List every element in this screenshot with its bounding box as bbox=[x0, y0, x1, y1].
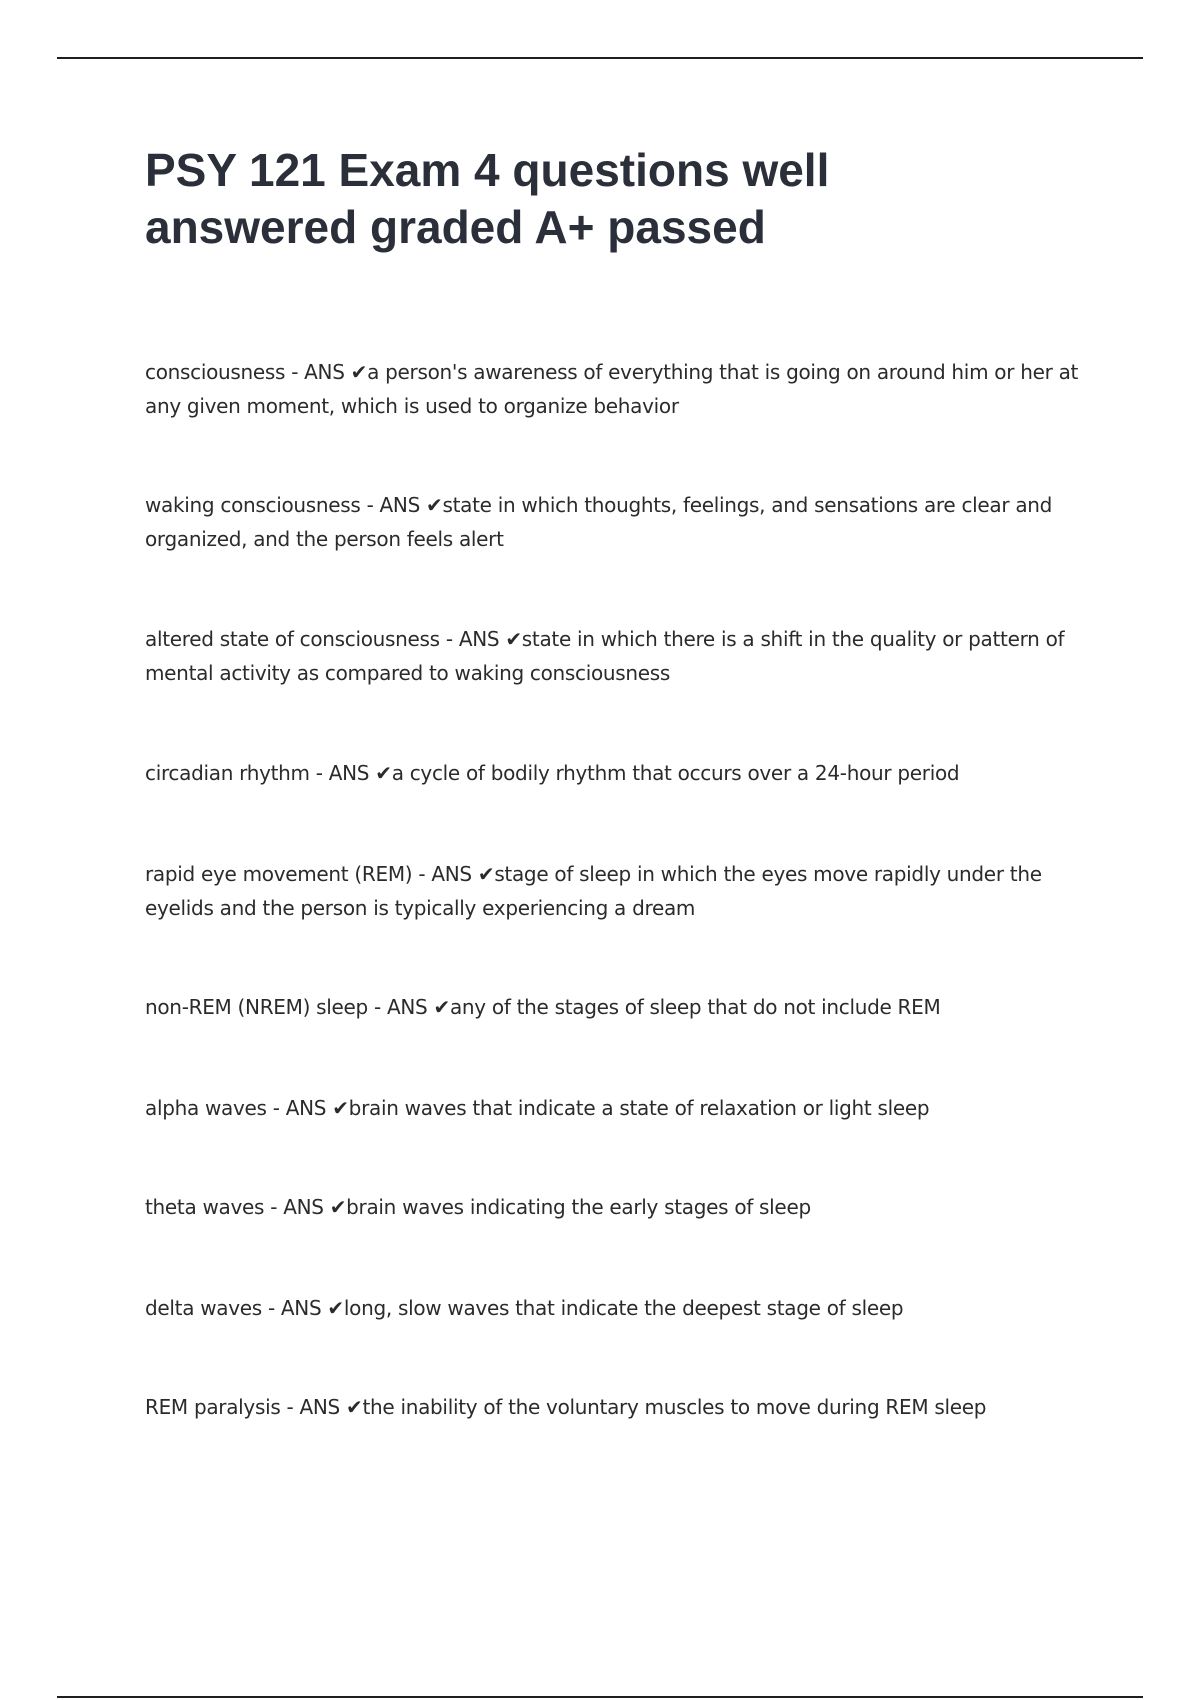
qa-item bbox=[145, 1190, 1085, 1224]
qa-term: rapid eye movement (REM) bbox=[145, 862, 413, 886]
checkmark-icon: ✔ bbox=[505, 627, 522, 651]
qa-answer: brain waves that indicate a state of relaxation or light sleep bbox=[348, 1096, 930, 1120]
checkmark-icon: ✔ bbox=[329, 1195, 347, 1219]
qa-separator: - ANS bbox=[285, 360, 351, 384]
qa-term: altered state of consciousness bbox=[145, 627, 440, 651]
qa-item bbox=[145, 1091, 1085, 1125]
checkmark-icon: ✔ bbox=[426, 493, 443, 517]
qa-term: theta waves bbox=[145, 1195, 265, 1219]
qa-answer: long, slow waves that indicate the deepest stage of sleep bbox=[343, 1296, 904, 1320]
checkmark-icon: ✔ bbox=[332, 1096, 349, 1120]
checkmark-icon: ✔ bbox=[346, 1395, 363, 1419]
qa-item bbox=[145, 355, 1085, 423]
qa-term: REM paralysis bbox=[145, 1395, 281, 1419]
qa-separator: - ANS bbox=[439, 627, 506, 651]
qa-term: non-REM (NREM) sleep bbox=[145, 995, 368, 1019]
qa-answer: a cycle of bodily rhythm that occurs over a 24-hour period bbox=[391, 761, 960, 785]
checkmark-icon: ✔ bbox=[375, 761, 392, 785]
qa-item bbox=[145, 1390, 1085, 1424]
qa-separator: - ANS bbox=[266, 1096, 333, 1120]
document-title: PSY 121 Exam 4 questions well answered graded A+ passed bbox=[145, 144, 830, 253]
checkmark-icon: ✔ bbox=[477, 862, 495, 886]
qa-separator: - ANS bbox=[412, 862, 478, 886]
qa-item bbox=[145, 990, 1085, 1024]
qa-term: delta waves bbox=[145, 1296, 262, 1320]
qa-item bbox=[145, 756, 1085, 790]
qa-item bbox=[145, 1291, 1085, 1325]
qa-answer: stage of sleep in which the eyes move rapidly under the eyelids and the person is typically experiencing a dream bbox=[145, 862, 1042, 920]
qa-term: waking consciousness bbox=[145, 493, 361, 517]
qa-term: consciousness bbox=[145, 360, 286, 384]
qa-answer: the inability of the voluntary muscles to move during REM sleep bbox=[362, 1395, 987, 1419]
qa-separator: - ANS bbox=[309, 761, 376, 785]
qa-answer: a person's awareness of everything that is going on around him or her at any given moment, which is used to organize behavior bbox=[145, 360, 1079, 418]
checkmark-icon: ✔ bbox=[433, 995, 450, 1019]
qa-answer: any of the stages of sleep that do not include REM bbox=[449, 995, 941, 1019]
qa-separator: - ANS bbox=[261, 1296, 328, 1320]
bottom-rule bbox=[57, 1696, 1143, 1698]
qa-term: alpha waves bbox=[145, 1096, 267, 1120]
qa-answer: state in which thoughts, feelings, and sensations are clear and organized, and the person feels alert bbox=[145, 493, 1053, 551]
top-rule bbox=[57, 57, 1143, 59]
qa-item bbox=[145, 488, 1085, 556]
qa-answer: state in which there is a shift in the quality or pattern of mental activity as compared to waking consciousness bbox=[145, 627, 1065, 685]
qa-separator: - ANS bbox=[360, 493, 427, 517]
checkmark-icon: ✔ bbox=[350, 360, 368, 384]
qa-separator: - ANS bbox=[280, 1395, 346, 1419]
qa-separator: - ANS bbox=[367, 995, 434, 1019]
checkmark-icon: ✔ bbox=[327, 1296, 344, 1320]
qa-term: circadian rhythm bbox=[145, 761, 310, 785]
qa-item bbox=[145, 622, 1085, 690]
qa-separator: - ANS bbox=[264, 1195, 330, 1219]
qa-item bbox=[145, 857, 1085, 925]
qa-answer: brain waves indicating the early stages of sleep bbox=[346, 1195, 811, 1219]
